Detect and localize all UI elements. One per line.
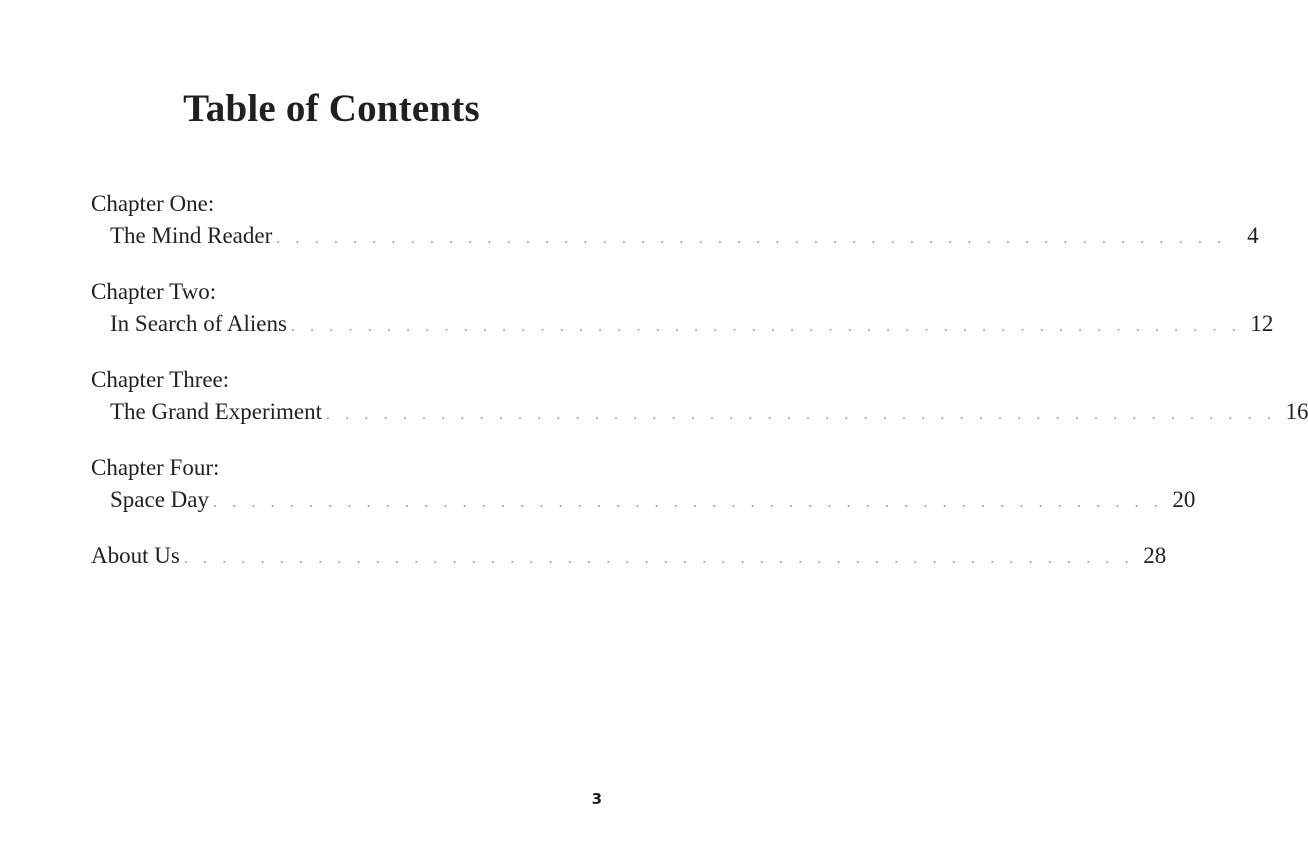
toc-line[interactable] (91, 484, 1196, 516)
chapter-title: The Mind Reader (110, 223, 273, 248)
chapter-title: The Grand Experiment (110, 399, 323, 424)
toc-line[interactable] (91, 396, 1308, 428)
page-number: 20 (1172, 487, 1196, 512)
toc-line[interactable] (91, 540, 1167, 572)
page-number: 28 (1143, 543, 1167, 568)
chapter-label: Chapter Four: (91, 455, 220, 480)
dot-leader: . . . . . . . . . . . . . . . . . . . . . . . . . . . . . . . . . . . . . . . . . . . . . . . . . . (326, 406, 1277, 423)
page-title: Table of Contents (183, 87, 480, 130)
dot-leader: . . . . . . . . . . . . . . . . . . . . . . . . . . . . . . . . . . . . . . . . . . . . . . . . . . (290, 318, 1242, 335)
toc-entry-chapter-one (91, 188, 1259, 252)
toc-entry-about-us (91, 540, 1167, 572)
toc-entry-chapter-two (91, 276, 1274, 340)
chapter-title: Space Day (110, 487, 209, 512)
dot-leader: . . . . . . . . . . . . . . . . . . . . . . . . . . . . . . . . . . . . . . . . . . . . . . . . . . (183, 550, 1135, 567)
chapter-label: Chapter Two: (91, 279, 217, 304)
page-number: 4 (1247, 223, 1259, 248)
chapter-label: Chapter One: (91, 191, 215, 216)
dot-leader: . . . . . . . . . . . . . . . . . . . . . . . . . . . . . . . . . . . . . . . . . . . . . . . . . . (276, 230, 1227, 247)
dot-leader: . . . . . . . . . . . . . . . . . . . . . . . . . . . . . . . . . . . . . . . . . . . . . . . . . . (213, 494, 1164, 511)
chapter-label: Chapter Three: (91, 367, 230, 392)
table-of-contents (91, 188, 1308, 572)
page-number: 12 (1250, 311, 1274, 336)
toc-entry-chapter-three (91, 364, 1308, 428)
chapter-title: About Us (91, 543, 180, 568)
folio-page-number: 3 (591, 790, 602, 808)
toc-line[interactable] (91, 220, 1259, 252)
toc-line[interactable] (91, 308, 1274, 340)
toc-entry-chapter-four (91, 452, 1196, 516)
page-number: 16 (1285, 399, 1308, 424)
chapter-title: In Search of Aliens (110, 311, 287, 336)
